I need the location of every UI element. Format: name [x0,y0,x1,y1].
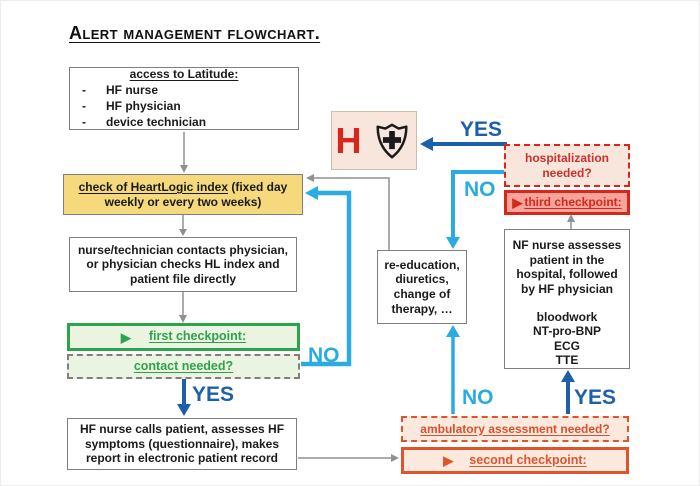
hospital-box [331,111,417,170]
third-checkpoint-label: third checkpoint: [524,195,622,210]
test-item: TTE [555,353,579,368]
arrow-no-loop-to-heartlogic [301,186,349,367]
arrow-ambulatory-yes-up [561,370,575,414]
page-title: Alert management flowchart. [69,23,321,43]
second-checkpoint-label: second checkpoint: [469,452,587,467]
nf-nurse-tests [533,310,601,369]
contact-needed-label: contact needed? [133,358,234,373]
arrow-ambulatory-no-up [446,325,460,414]
hospitalization-needed-box [504,144,630,187]
contact-needed-box [67,354,300,379]
heartlogic-underlined: check of HeartLogic index [78,179,228,194]
re-education-box [377,250,467,324]
play-icon: ▶ [443,453,454,468]
shield-cross-icon [371,120,413,162]
heartlogic-check-text [69,180,297,209]
label-no-ambulatory: NO [462,386,494,409]
hospitalization-needed-label: hospitalization needed? [525,150,609,180]
heartlogic-check-box [63,174,303,215]
list-item [78,83,290,99]
nf-nurse-box [504,229,630,369]
arrow-heartlogic-to-contact [179,215,187,236]
arrow-yes-to-hfcalls [177,379,191,416]
ambulatory-assessment-box [401,416,629,442]
first-checkpoint-label: first checkpoint: [148,329,247,344]
arrow-nfnurse-to-third-checkpoint [567,214,575,229]
test-item: NT-pro-BNP [533,324,601,339]
list-item [78,99,290,115]
access-heading: access to Latitude: [129,66,239,81]
arrow-access-to-heartlogic [180,132,188,173]
third-checkpoint-box [504,190,630,215]
heartlogic-rest: (fixed day weekly or every two weeks) [104,179,288,209]
list-item [78,115,290,131]
hf-nurse-calls-text: HF nurse calls patient, assesses HF symptoms (questionnaire), makes report in electronic patient record [79,422,285,466]
access-item-label: device technician [106,114,207,129]
ambulatory-assessment-label: ambulatory assessment needed? [420,421,610,436]
label-no-contact: NO [308,344,340,367]
play-icon: ▶ [120,329,131,345]
play-icon: ▶ [512,195,523,210]
hf-nurse-calls-box [67,418,297,470]
hospital-letter: H [335,119,362,161]
nf-nurse-text: NF nurse assesses patient in the hospital, followed by HF physician [512,238,622,296]
label-yes-hospitalization: YES [460,118,503,141]
test-item: bloodwork [536,309,598,324]
second-checkpoint-box [401,447,629,474]
access-item-label: HF nurse [106,83,159,98]
contact-physician-box [69,237,297,292]
arrow-hfcalls-to-second-checkpoint [298,454,399,462]
first-checkpoint-box [67,323,300,351]
bullet-dash: - [82,83,86,98]
access-item-label: HF physician [106,99,181,114]
label-yes-contact: YES [192,383,235,406]
test-item: ECG [553,338,580,353]
access-to-latitude-box [69,67,299,130]
label-yes-ambulatory: YES [574,386,617,409]
arrow-contact-to-first-checkpoint [179,292,187,323]
bullet-dash: - [82,114,86,129]
bullet-dash: - [82,99,86,114]
re-education-text: re-education, diuretics, change of therapy, … [384,257,460,316]
contact-physician-text: nurse/technician contacts physician, or physician checks HL index and patient file directly [77,242,289,286]
label-no-hospitalization: NO [464,178,496,201]
